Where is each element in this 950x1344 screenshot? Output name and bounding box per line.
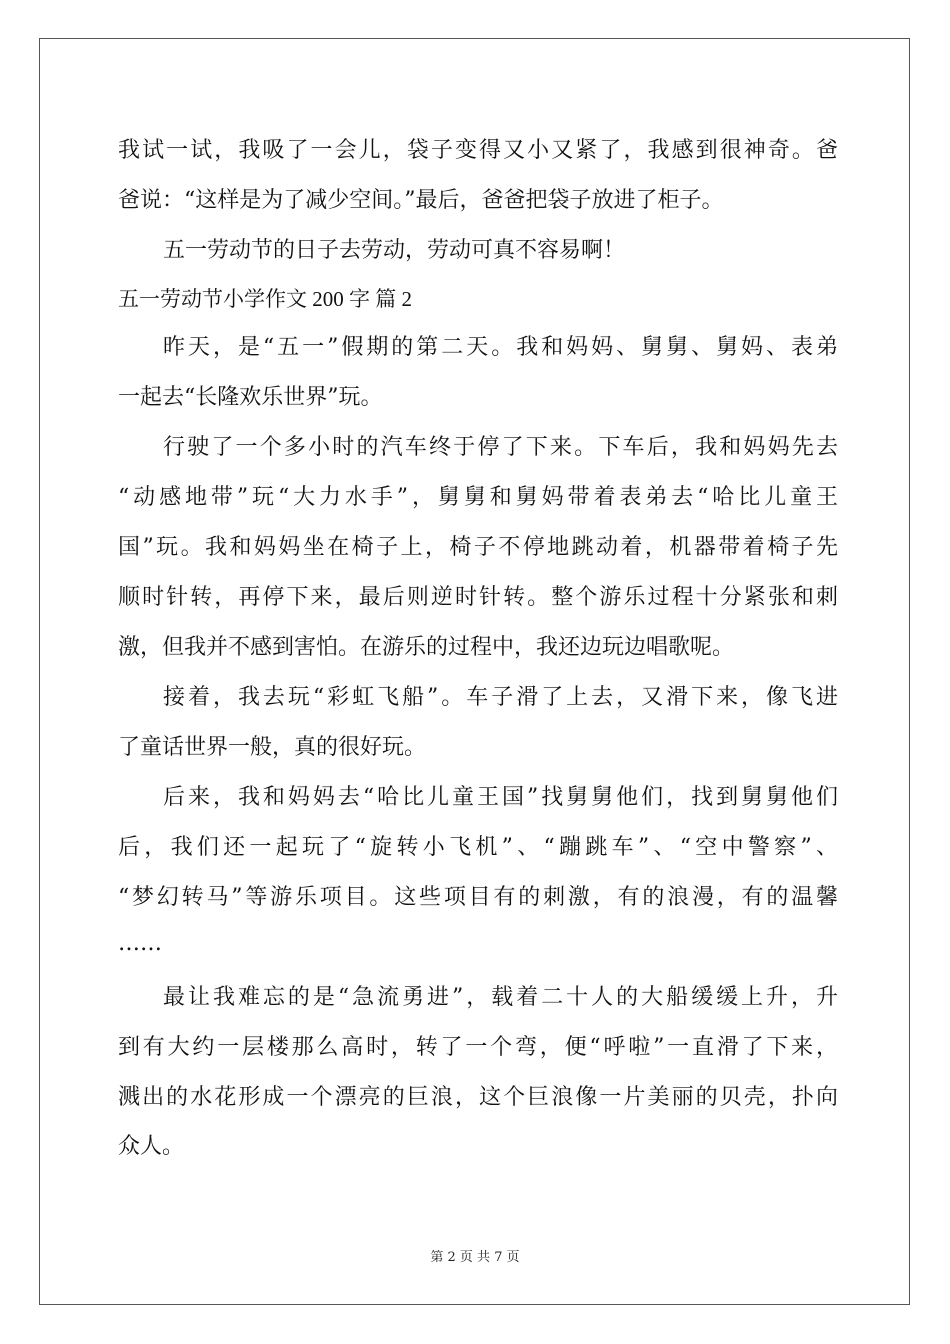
paragraph-line: 我试一试，我吸了一会儿，袋子变得又小又紧了，我感到很神奇。爸: [118, 138, 838, 163]
paragraph-line: 后来，我和妈妈去“哈比儿童王国”找舅舅他们，找到舅舅他们: [163, 785, 838, 810]
paragraph-line: 到有大约一层楼那么高时，转了一个弯，便“呼啦”一直滑了下来，: [118, 1035, 838, 1060]
paragraph-line: 行驶了一个多小时的汽车终于停了下来。下车后，我和妈妈先去: [163, 435, 838, 460]
paragraph-line: 最让我难忘的是“急流勇进”，载着二十人的大船缓缓上升，升: [163, 985, 838, 1010]
paragraph-line: 了童话世界一般，真的很好玩。: [118, 735, 427, 760]
paragraph-line: 接着，我去玩“彩虹飞船”。车子滑了上去，又滑下来，像飞进: [163, 685, 838, 710]
paragraph-line: ……: [118, 931, 162, 956]
paragraph-line: 后，我们还一起玩了“旋转小飞机”、“蹦跳车”、“空中警察”、: [118, 835, 838, 860]
paragraph-line: 众人。: [118, 1134, 185, 1159]
section-heading: 五一劳动节小学作文 200 字 篇 2: [118, 287, 412, 311]
paragraph-line: 一起去“长隆欢乐世界”玩。: [118, 385, 383, 410]
paragraph-line: 国”玩。我和妈妈坐在椅子上，椅子不停地跳动着，机器带着椅子先: [118, 535, 838, 560]
page-footer: 第 2 页 共 7 页: [430, 1250, 520, 1265]
paragraph-line: 五一劳动节的日子去劳动，劳动可真不容易啊！: [163, 238, 626, 263]
paragraph-line: “动感地带”玩“大力水手”，舅舅和舅妈带着表弟去“哈比儿童王: [118, 485, 838, 510]
paragraph-line: 爸说：“这样是为了减少空间。”最后，爸爸把袋子放进了柜子。: [118, 188, 724, 213]
paragraph-line: 昨天，是“五一”假期的第二天。我和妈妈、舅舅、舅妈、表弟: [163, 335, 838, 360]
paragraph-line: “梦幻转马”等游乐项目。这些项目有的刺激，有的浪漫，有的温馨: [118, 885, 838, 910]
paragraph-line: 溅出的水花形成一个漂亮的巨浪，这个巨浪像一片美丽的贝壳，扑向: [118, 1085, 838, 1110]
paragraph-line: 顺时针转，再停下来，最后则逆时针转。整个游乐过程十分紧张和刺: [118, 585, 838, 610]
paragraph-line: 激，但我并不感到害怕。在游乐的过程中，我还边玩边唱歌呢。: [118, 635, 735, 660]
